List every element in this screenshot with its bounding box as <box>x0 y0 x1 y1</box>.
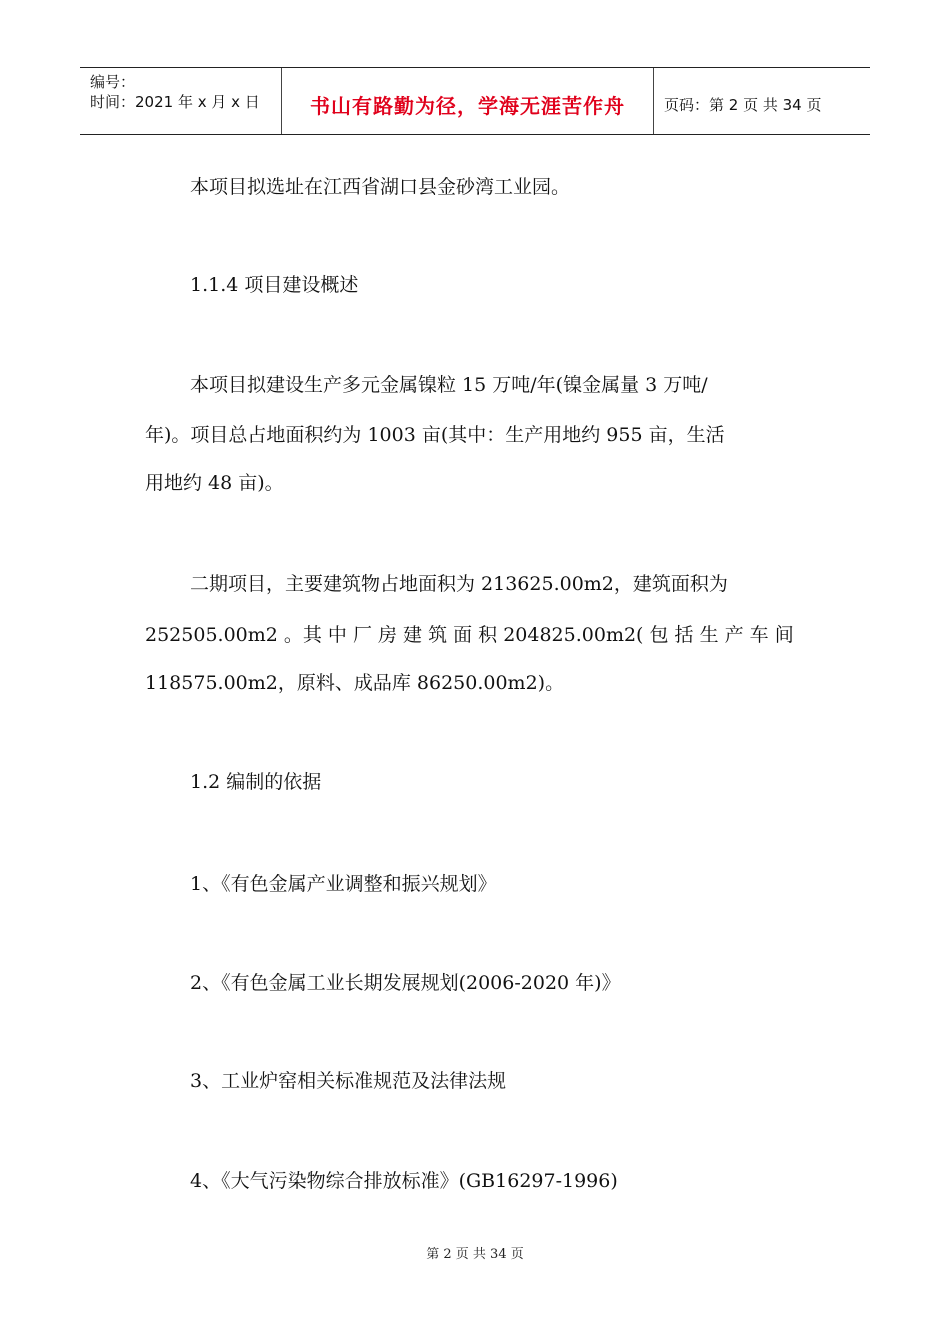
list-item-3: 3、工业炉窑相关标准规范及法律法规 <box>190 1070 507 1092</box>
header-motto: 书山有路勤为径，学海无涯苦作舟 <box>282 68 654 134</box>
page-header <box>80 67 870 135</box>
header-time: 时间：2021 年 x 月 x 日 <box>90 93 260 111</box>
header-meta <box>80 68 282 134</box>
paragraph-phase2-line-1: 二期项目，主要建筑物占地面积为 213625.00m2，建筑面积为 <box>190 573 728 595</box>
page-footer: 第 2 页 共 34 页 <box>426 1247 524 1262</box>
section-heading-1-1-4: 1.1.4 项目建设概述 <box>190 274 359 296</box>
header-number: 编号： <box>90 73 136 91</box>
list-item-4: 4、《大气污染物综合排放标准》(GB16297-1996) <box>190 1170 618 1192</box>
list-item-2: 2、《有色金属工业长期发展规划(2006-2020 年)》 <box>190 972 621 994</box>
paragraph-phase2-line-2: 252505.00m2 。其 中 厂 房 建 筑 面 积 204825.00m2( 包 括 生 产 车 间 <box>145 624 794 646</box>
paragraph-phase2-line-3: 118575.00m2，原料、成品库 86250.00m2)。 <box>145 672 565 694</box>
section-heading-1-2: 1.2 编制的依据 <box>190 771 322 793</box>
paragraph-overview-line-2: 年)。项目总占地面积约为 1003 亩(其中：生产用地约 955 亩，生活 <box>145 424 725 446</box>
header-page-info: 页码：第 2 页 共 34 页 <box>664 95 822 114</box>
list-item-1: 1、《有色金属产业调整和振兴规划》 <box>190 873 497 895</box>
paragraph-overview-line-3: 用地约 48 亩)。 <box>145 472 284 494</box>
paragraph-overview-line-1: 本项目拟建设生产多元金属镍粒 15 万吨/年(镍金属量 3 万吨/ <box>190 374 708 396</box>
paragraph-site: 本项目拟选址在江西省湖口县金砂湾工业园。 <box>190 176 571 198</box>
